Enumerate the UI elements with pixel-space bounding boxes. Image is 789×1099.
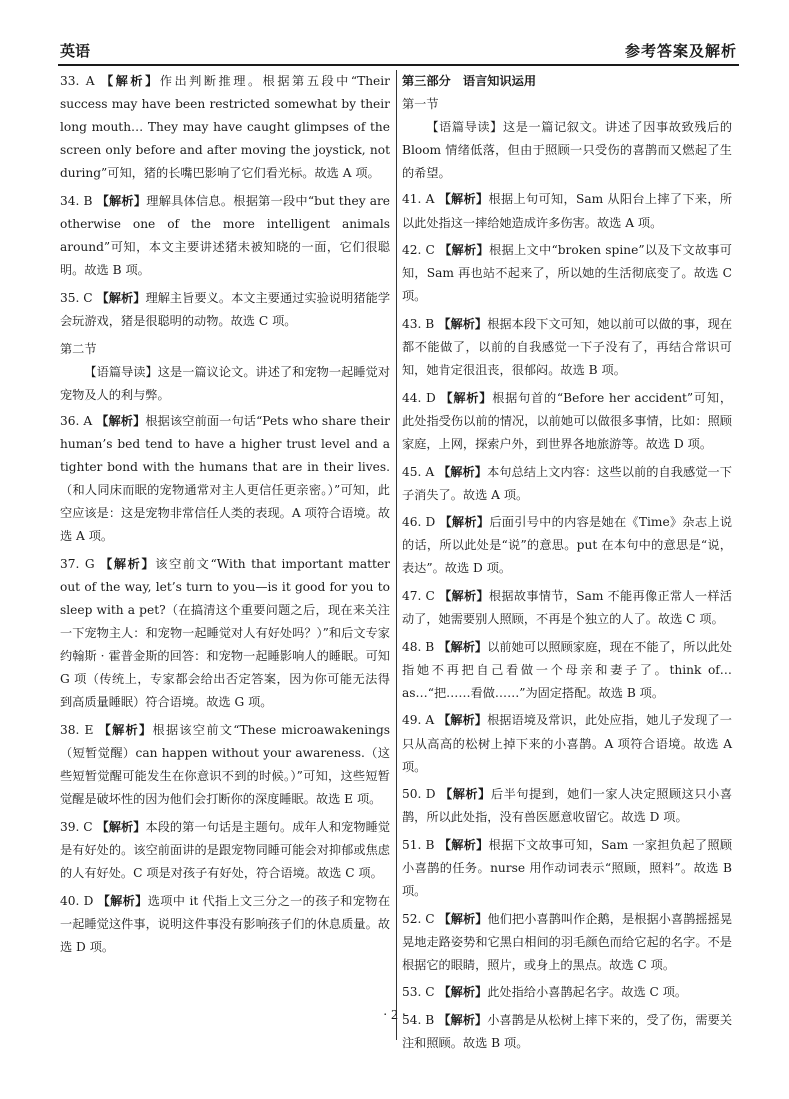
answer-item: 37. G 【解析】该空前文“With that important matter out of the way, let’s turn to you—is it good for you to sleep with a pet?（在搞清这个重要问题之后，现在来关注一下宠物主人：和宠物一起睡觉对人有好处吗？）”和后文专家约翰斯 · 霍普金斯的回答：和宠物一起睡影响人的睡眠。可知 G 项（传统上，专家都会给出否定答案，因为你可能无法得到高质量睡眠）符合语境。故选 G 项。 [60,556,390,710]
answer-item: 35. C 【解析】理解主旨要义。本文主要通过实验说明猪能学会玩游戏，猪是很聪明的动物。故选 C 项。 [60,290,391,328]
answer-item: 33. A 【解析】作出判断推理。根据第五段中“Their success may have been restricted somewhat by their long mouth… They may have caught glimpses of the screen only before and after moving the joystick, not during”可知，猪的长嘴巴影响了它们看光标。故选 A 项。 [60,74,390,181]
answer-item: 50. D 【解析】后半句提到，她们一家人决定照顾这只小喜鹊，所以此处指，没有兽医愿意收留它。故选 D 项。 [402,787,733,825]
answer-item: 48. B 【解析】以前她可以照顾家庭，现在不能了，所以此处指她不再把自己看做一个母亲和妻子了。think of…as…“把……看做……”为固定搭配。故选 B 项。 [402,639,733,700]
answer-item: 41. A 【解析】根据上句可知，Sam 从阳台上摔了下来，所以此处指这一摔给她造成许多伤害。故选 A 项。 [402,192,733,230]
subject-label: 英语 [60,42,91,60]
answer-item: 45. A 【解析】本句总结上文内容：这些以前的自我感觉一下子消失了。故选 A 项。 [402,464,732,502]
section-heading: 第二节 [60,341,97,356]
part-heading: 第三部分 语言知识运用 [402,74,537,88]
header-rule [58,64,739,66]
passage-intro: 【语篇导读】这是一篇记叙文。讲述了因事故致残后的 Bloom 情绪低落，但由于照顾一只受伤的喜鹊而又燃起了生的希望。 [402,120,733,181]
answer-item: 52. C 【解析】他们把小喜鹊叫作企鹅，是根据小喜鹊摇摇晃晃地走路姿势和它黑白相间的羽毛颜色而给它起的名字。不是根据它的眼睛，照片，或身上的黑点。故选 C 项。 [402,911,733,972]
answer-item: 34. B 【解析】理解具体信息。根据第一段中“but they are otherwise one of the more intelligent animals around”可知，本文主要讲述猪未被知晓的一面，它们很聪明。故选 B 项。 [60,193,391,278]
page-header [58,40,739,64]
answer-item: 42. C 【解析】根据上文中“broken spine”以及下文故事可知，Sam 再也站不起来了，所以她的生活彻底变了。故选 C 项。 [402,243,732,304]
answer-item: 49. A 【解析】根据语境及常识，此处应指，她儿子发现了一只从高高的松树上掉下来的小喜鹊。A 项符合语境。故选 A 项。 [402,713,732,774]
left-column [60,70,390,963]
column-divider [396,70,397,1040]
answer-item: 47. C 【解析】根据故事情节，Sam 不能再像正常人一样活动了，她需要别人照顾，不再是个独立的人了。故选 C 项。 [402,588,732,627]
answer-item: 38. E 【解析】根据该空前文“These microawakenings（短暂觉醒）can happen without your awareness.（这些短暂觉醒可能发生在你意识不到的时候。）”可知，这些短暂觉醒是破坏性的因为他们会打断你的深度睡眠。故选 E 项。 [60,723,391,807]
answer-item: 44. D 【解析】根据句首的“Before her accident”可知，此处指受伤以前的情况，以前她可以做很多事情，比如：照顾家庭，上网，探索户外，到世界各地旅游等。故选 D 项。 [402,390,733,451]
answer-item: 36. A 【解析】根据该空前面一句话“Pets who share their human’s bed tend to have a higher trust level and a tighter bond with the humans that are in their lives.（和人同床而眠的宠物通常对主人更信任更亲密。）”可知，此空应该是：这是宠物非常信任人类的表现。A 项符合语境。故选 A 项。 [60,413,390,544]
answer-item: 46. D 【解析】后面引号中的内容是她在《Time》杂志上说的话，所以此处是“说”的意思。put 在本句中的意思是“说，表达”。故选 D 项。 [402,515,733,576]
answer-item: 51. B 【解析】根据下文故事可知，Sam 一家担负起了照顾小喜鹊的任务。nurse 用作动词表示“照顾，照料”。故选 B 项。 [402,837,733,899]
section-heading: 第一节 [402,97,439,112]
answer-item: 53. C 【解析】此处指给小喜鹊起名字。故选 C 项。 [402,985,688,1000]
answer-item: 40. D 【解析】选项中 it 代指上文三分之一的孩子和宠物在一起睡觉这件事，说明这件事没有影响孩子们的休息质量。故选 D 项。 [60,893,391,954]
right-column [402,70,732,1060]
page-number: · 2 · [382,1008,407,1023]
header-title: 参考答案及解析 [624,42,737,60]
passage-intro: 【语篇导读】这是一篇议论文。讲述了和宠物一起睡觉对宠物及人的利与弊。 [60,364,391,402]
answer-item: 43. B 【解析】根据本段下文可知，她以前可以做的事，现在都不能做了，以前的自我感觉一下子没有了，再结合常识可知，她肯定很沮丧，很郁闷。故选 B 项。 [402,316,733,378]
answer-item: 54. B 【解析】小喜鹊是从松树上摔下来的，受了伤，需要关注和照顾。故选 B 项。 [402,1013,733,1051]
answer-item: 39. C 【解析】本段的第一句话是主题句。成年人和宠物睡觉是有好处的。该空前面讲的是跟宠物同睡可能会对抑郁或焦虑的人有好处。C 项是对孩子有好处，符合语境。故选 C 项。 [60,819,391,881]
